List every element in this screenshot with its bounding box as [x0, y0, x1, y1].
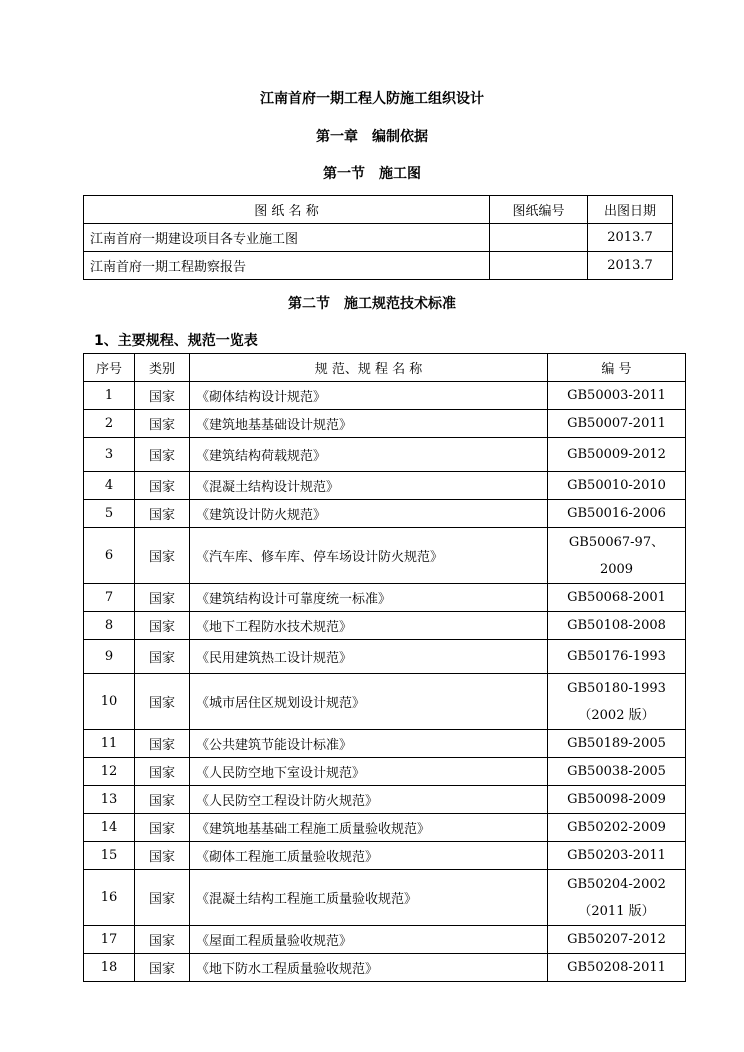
row-standard-name: 《建筑地基基础设计规范》: [190, 410, 548, 438]
table-row: [84, 870, 686, 926]
table-row: [84, 500, 686, 528]
row-standard-name: 《民用建筑热工设计规范》: [190, 640, 548, 674]
table-row: [84, 842, 686, 870]
row-serial: 16: [84, 870, 135, 926]
section2-number: 第二节: [288, 296, 330, 312]
row-code: [548, 438, 686, 472]
row-standard-name: 《地下防水工程质量验收规范》: [190, 954, 548, 982]
row-code-line: GB50003-2011: [567, 388, 666, 403]
row-code: [548, 528, 686, 584]
row-serial: 13: [84, 786, 135, 814]
row-category: 国家: [135, 612, 190, 640]
row-category: 国家: [135, 842, 190, 870]
standards-body: [84, 382, 686, 982]
row-code-line: GB50202-2009: [567, 820, 666, 835]
row-code: [548, 472, 686, 500]
row-standard-name: 《人民防空地下室设计规范》: [190, 758, 548, 786]
standards-subheading: 1、主要规程、规范一览表: [94, 333, 258, 349]
row-code-line: （2002 版）: [578, 707, 655, 723]
row-standard-name: 《混凝土结构设计规范》: [190, 472, 548, 500]
drawing-number: [490, 252, 588, 280]
row-code-line: GB50176-1993: [567, 649, 666, 664]
header-drawing-number: 图纸编号: [490, 196, 588, 224]
row-category: 国家: [135, 410, 190, 438]
header-category: 类别: [135, 354, 190, 382]
row-standard-name: 《混凝土结构工程施工质量验收规范》: [190, 870, 548, 926]
table-row: [84, 584, 686, 612]
section2-heading: [0, 293, 744, 313]
row-standard-name: 《建筑地基基础工程施工质量验收规范》: [190, 814, 548, 842]
row-serial: 18: [84, 954, 135, 982]
table-row: [84, 410, 686, 438]
table-header-row: [84, 354, 686, 382]
row-code: [548, 814, 686, 842]
row-code-line: GB50067-97、: [568, 534, 665, 550]
row-code: [548, 758, 686, 786]
row-category: 国家: [135, 758, 190, 786]
row-serial: 11: [84, 730, 135, 758]
row-code-line: GB50009-2012: [567, 447, 666, 462]
row-serial: 17: [84, 926, 135, 954]
table-row: [84, 786, 686, 814]
row-category: 国家: [135, 528, 190, 584]
section1-name: 施工图: [379, 166, 421, 182]
document-title: 江南首府一期工程人防施工组织设计: [260, 91, 484, 107]
table-row: [84, 438, 686, 472]
row-code-line: GB50016-2006: [567, 506, 666, 521]
row-code-line: GB50098-2009: [567, 792, 666, 807]
row-category: 国家: [135, 382, 190, 410]
row-category: 国家: [135, 954, 190, 982]
row-category: 国家: [135, 640, 190, 674]
row-code-line: GB50010-2010: [567, 478, 666, 493]
standards-table: [83, 353, 686, 982]
table-row: [84, 528, 686, 584]
row-standard-name: 《砌体结构设计规范》: [190, 382, 548, 410]
table-row: [84, 640, 686, 674]
table-row: [84, 224, 673, 252]
row-code-line: GB50180-1993: [567, 680, 666, 696]
table-row: [84, 252, 673, 280]
row-code: [548, 640, 686, 674]
drawing-name: 江南首府一期建设项目各专业施工图: [84, 224, 490, 252]
row-code: [548, 954, 686, 982]
row-standard-name: 《建筑结构荷载规范》: [190, 438, 548, 472]
table-row: [84, 926, 686, 954]
row-serial: 6: [84, 528, 135, 584]
section2-name: 施工规范技术标准: [344, 296, 456, 312]
table-row: [84, 472, 686, 500]
row-code-line: GB50068-2001: [567, 590, 666, 605]
row-code-line: GB50038-2005: [567, 764, 666, 779]
chapter-name: 编制依据: [372, 129, 428, 145]
row-category: 国家: [135, 438, 190, 472]
row-category: 国家: [135, 584, 190, 612]
row-category: 国家: [135, 926, 190, 954]
row-code: [548, 786, 686, 814]
table-row: [84, 382, 686, 410]
row-standard-name: 《汽车库、修车库、停车场设计防火规范》: [190, 528, 548, 584]
row-code-line: GB50208-2011: [567, 960, 666, 975]
row-code-line: 2009: [599, 561, 634, 577]
drawing-date: 2013.7: [588, 224, 673, 252]
row-standard-name: 《公共建筑节能设计标准》: [190, 730, 548, 758]
row-standard-name: 《地下工程防水技术规范》: [190, 612, 548, 640]
row-serial: 3: [84, 438, 135, 472]
row-code-line: GB50207-2012: [567, 932, 666, 947]
row-code: [548, 674, 686, 730]
row-code: [548, 730, 686, 758]
row-code-line: （2011 版）: [578, 903, 655, 919]
row-serial: 10: [84, 674, 135, 730]
row-category: 国家: [135, 674, 190, 730]
row-code: [548, 926, 686, 954]
row-code-line: GB50204-2002: [567, 876, 666, 892]
row-standard-name: 《砌体工程施工质量验收规范》: [190, 842, 548, 870]
row-code-line: GB50189-2005: [567, 736, 666, 751]
table-row: [84, 814, 686, 842]
drawings-table: [83, 195, 673, 280]
row-serial: 15: [84, 842, 135, 870]
header-serial: 序号: [84, 354, 135, 382]
table-row: [84, 730, 686, 758]
row-serial: 2: [84, 410, 135, 438]
drawing-number: [490, 224, 588, 252]
header-drawing-date: 出图日期: [588, 196, 673, 224]
row-category: 国家: [135, 814, 190, 842]
table-row: [84, 758, 686, 786]
row-serial: 5: [84, 500, 135, 528]
chapter-number: 第一章: [316, 129, 358, 145]
row-code-line: GB50108-2008: [567, 618, 666, 633]
row-code: [548, 584, 686, 612]
row-standard-name: 《建筑设计防火规范》: [190, 500, 548, 528]
row-standard-name: 《城市居住区规划设计规范》: [190, 674, 548, 730]
header-standard-name: 规 范、规 程 名 称: [190, 354, 548, 382]
header-drawing-name: 图 纸 名 称: [84, 196, 490, 224]
row-code: [548, 612, 686, 640]
chapter-heading: [0, 126, 744, 146]
row-code: [548, 410, 686, 438]
row-serial: 14: [84, 814, 135, 842]
table-row: [84, 954, 686, 982]
row-standard-name: 《建筑结构设计可靠度统一标准》: [190, 584, 548, 612]
row-category: 国家: [135, 730, 190, 758]
row-code: [548, 870, 686, 926]
row-serial: 9: [84, 640, 135, 674]
table-row: [84, 612, 686, 640]
row-code-line: GB50007-2011: [567, 416, 666, 431]
row-standard-name: 《屋面工程质量验收规范》: [190, 926, 548, 954]
row-code: [548, 500, 686, 528]
row-category: 国家: [135, 500, 190, 528]
row-serial: 4: [84, 472, 135, 500]
row-code-line: GB50203-2011: [567, 848, 666, 863]
table-row: [84, 674, 686, 730]
row-category: 国家: [135, 870, 190, 926]
drawing-date: 2013.7: [588, 252, 673, 280]
section1-heading: [0, 163, 744, 183]
row-serial: 7: [84, 584, 135, 612]
row-standard-name: 《人民防空工程设计防火规范》: [190, 786, 548, 814]
section1-number: 第一节: [323, 166, 365, 182]
row-code: [548, 842, 686, 870]
table-header-row: [84, 196, 673, 224]
header-code: 编 号: [548, 354, 686, 382]
row-code: [548, 382, 686, 410]
drawing-name: 江南首府一期工程勘察报告: [84, 252, 490, 280]
row-serial: 8: [84, 612, 135, 640]
row-serial: 12: [84, 758, 135, 786]
row-serial: 1: [84, 382, 135, 410]
row-category: 国家: [135, 786, 190, 814]
row-category: 国家: [135, 472, 190, 500]
